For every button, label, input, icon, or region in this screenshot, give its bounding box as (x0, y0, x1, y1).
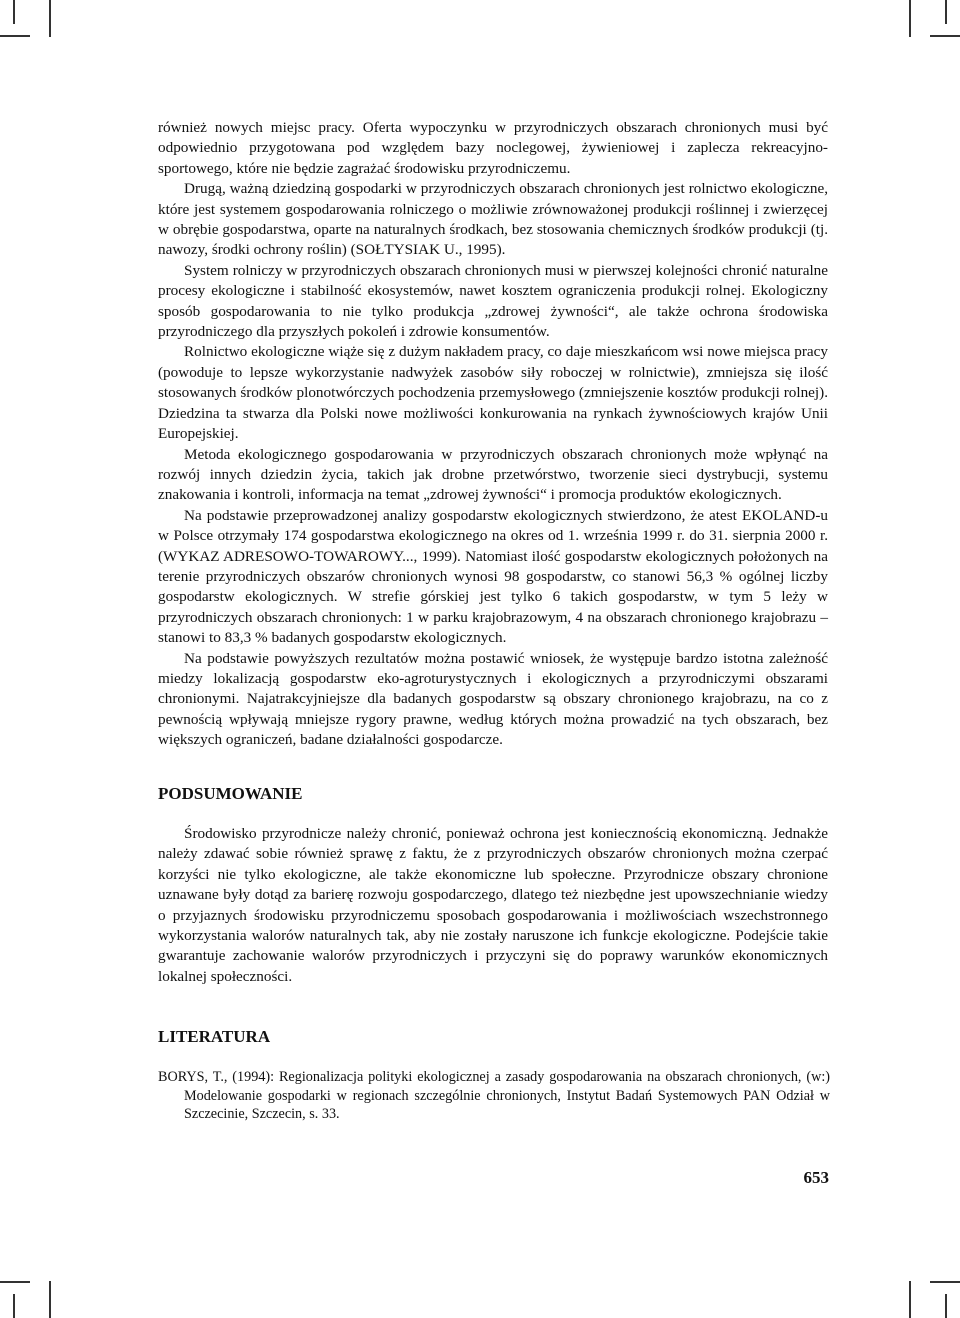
paragraph: Na podstawie powyższych rezultatów można postawić wniosek, że występuje bardzo istotna zależność miedzy lokalizacją gospodarstw eko-agroturystycznych i ekologicznych a przyrodniczymi obszarami chronionymi. Najatrakcyjniejsze dla badanych gospodarstw są obszary chronionego krajobrazu, na co z pewnością wpływają mniejsze rygory prawne, według których można prowadzić na tych obszarach, bez większych ograniczeń, badane działalności gospodarcze. (158, 649, 828, 749)
page-number: 653 (803, 1168, 829, 1187)
crop-mark (49, 1281, 51, 1318)
reference-author: BORYS (158, 1069, 205, 1085)
crop-mark (945, 0, 947, 24)
crop-mark (49, 0, 51, 37)
summary-text (158, 824, 828, 987)
paragraph: Metoda ekologicznego gospodarowania w przyrodniczych obszarach chronionych może wpłynąć na rozwój innych dziedzin życia, takich jak drobne przetwórstwo, tworzenie sieci dystrybucji, systemu znakowania i kontroli, informacja na temat „zdrowej żywności“ i promocja produktów ekologicznych. (158, 445, 828, 504)
paragraph: Drugą, ważną dziedziną gospodarki w przyrodniczych obszarach chronionych jest rolnictwo ekologiczne, które jest systemem gospodarowania rolniczego o możliwie zrównoważonej produkcji roślinnej i zwierzęcej w obrębie gospodarstwa, oparte na naturalnych środkach, bez stosowania chemicznych środków produkcji (tj. nawozy, środki ochrony roślin) (SOŁTYSIAK U., 1995). (158, 180, 828, 259)
paragraph: Na podstawie przeprowadzonej analizy gospodarstw ekologicznych stwierdzono, że atest EKOLAND-u w Polsce otrzymały 174 gospodarstwa ekologicznego na okres od 1. września 1999 r. do 31. sierpnia 2000 r. (WYKAZ ADRESOWO-TOWAROWY..., 1999). Natomiast ilość gospodarstw ekologicznych położonych na terenie przyrodniczych obszarów chronionych wynosi 98 gospodarstw, co stanowi 56,3 % ogólnej liczby gospodarstw ekologicznych. W strefie górskiej jest tylko 6 takich gospodarstw, w tym 5 leży w przyrodniczych obszarach chronionych: 1 w parku krajobrazowym, 4 na obszarach chronionego krajobrazu – stanowi to 83,3 % badanych gospodarstw ekologicznych. (158, 506, 828, 647)
paragraph: Środowisko przyrodnicze należy chronić, ponieważ ochrona jest koniecznością ekonomiczną. Jednakże należy zdawać sobie również sprawę z faktu, że z przyrodniczych obszarów chronionych można czerpać korzyści nie tylko ekologiczne, ale także ekonomiczne lub społeczne. Przyrodnicze obszary chronione uznawane były dotąd za barierę rozwoju gospodarczego, dlatego też niezbędne jest upowszechnianie wiedzy o przyjaznych środowisku przyrodniczemu sposobach gospodarowania i możliwościach wszechstronnego wykorzystania walorów naturalnych tak, aby nie zostały naruszone ich funkcje ekologiczne. Podejście takie gwarantuje zachowanie walorów przyrodniczych i przyczyni się do poprawy warunków ekonomicznych lokalnej społeczności. (158, 825, 828, 985)
crop-mark (930, 1281, 960, 1283)
reference-entry (158, 1068, 830, 1124)
crop-mark (13, 0, 15, 24)
crop-mark (930, 35, 960, 37)
paragraph: System rolniczy w przyrodniczych obszarach chronionych musi w pierwszej kolejności chronić naturalne procesy ekologiczne i stabilność ekosystemów, nawet kosztem ograniczenia produkcji rolnej. Ekologiczny sposób gospodarowania to nie tylko produkcja „zdrowej żywności“, ale także ochrona środowiska przyrodniczego dla przyszłych pokoleń i zdrowie konsumentów. (158, 261, 828, 341)
crop-mark (945, 1294, 947, 1318)
section-heading-summary: PODSUMOWANIE (158, 784, 303, 803)
reference-text (158, 1068, 830, 1124)
paragraph: również nowych miejsc pracy. Oferta wypoczynku w przyrodniczych obszarach chronionych musi być odpowiednio przygotowana pod względem bazy noclegowej, żywieniowej i zaplecza rekreacyjno-sportowego, które nie będzie zagrażać środowisku przyrodniczemu. (158, 119, 828, 177)
paragraph: Rolnictwo ekologiczne wiąże się z dużym nakładem pracy, co daje mieszkańcom wsi nowe miejsca pracy (powoduje to lepsze wykorzystanie nadwyżek zasobów siły roboczej w rolnictwie), zmniejsza się ilość stosowanych środków plonotwórczych pochodzenia przemysłowego (zmniejszenie kosztów produkcji rolnej). Dziedzina ta stwarza dla Polski nowe możliwości konkurowania na rynkach żywnościowych krajów Unii Europejskiej. (158, 343, 828, 443)
body-text (158, 118, 828, 751)
reference-details: , T., (1994): Regionalizacja polityki ekologicznej a zasady gospodarowania na obszarach chronionych, (w:) Modelowanie gospodarki w regionach szczególnie chronionych, Instytut Badań Systemowych PAN Odział w Szczecinie, Szczecin, s. 33. (184, 1069, 830, 1123)
crop-mark (0, 35, 30, 37)
crop-mark (13, 1294, 15, 1318)
crop-mark (0, 1281, 30, 1283)
section-heading-literature: LITERATURA (158, 1027, 271, 1046)
crop-mark (909, 1281, 911, 1318)
crop-mark (909, 0, 911, 37)
